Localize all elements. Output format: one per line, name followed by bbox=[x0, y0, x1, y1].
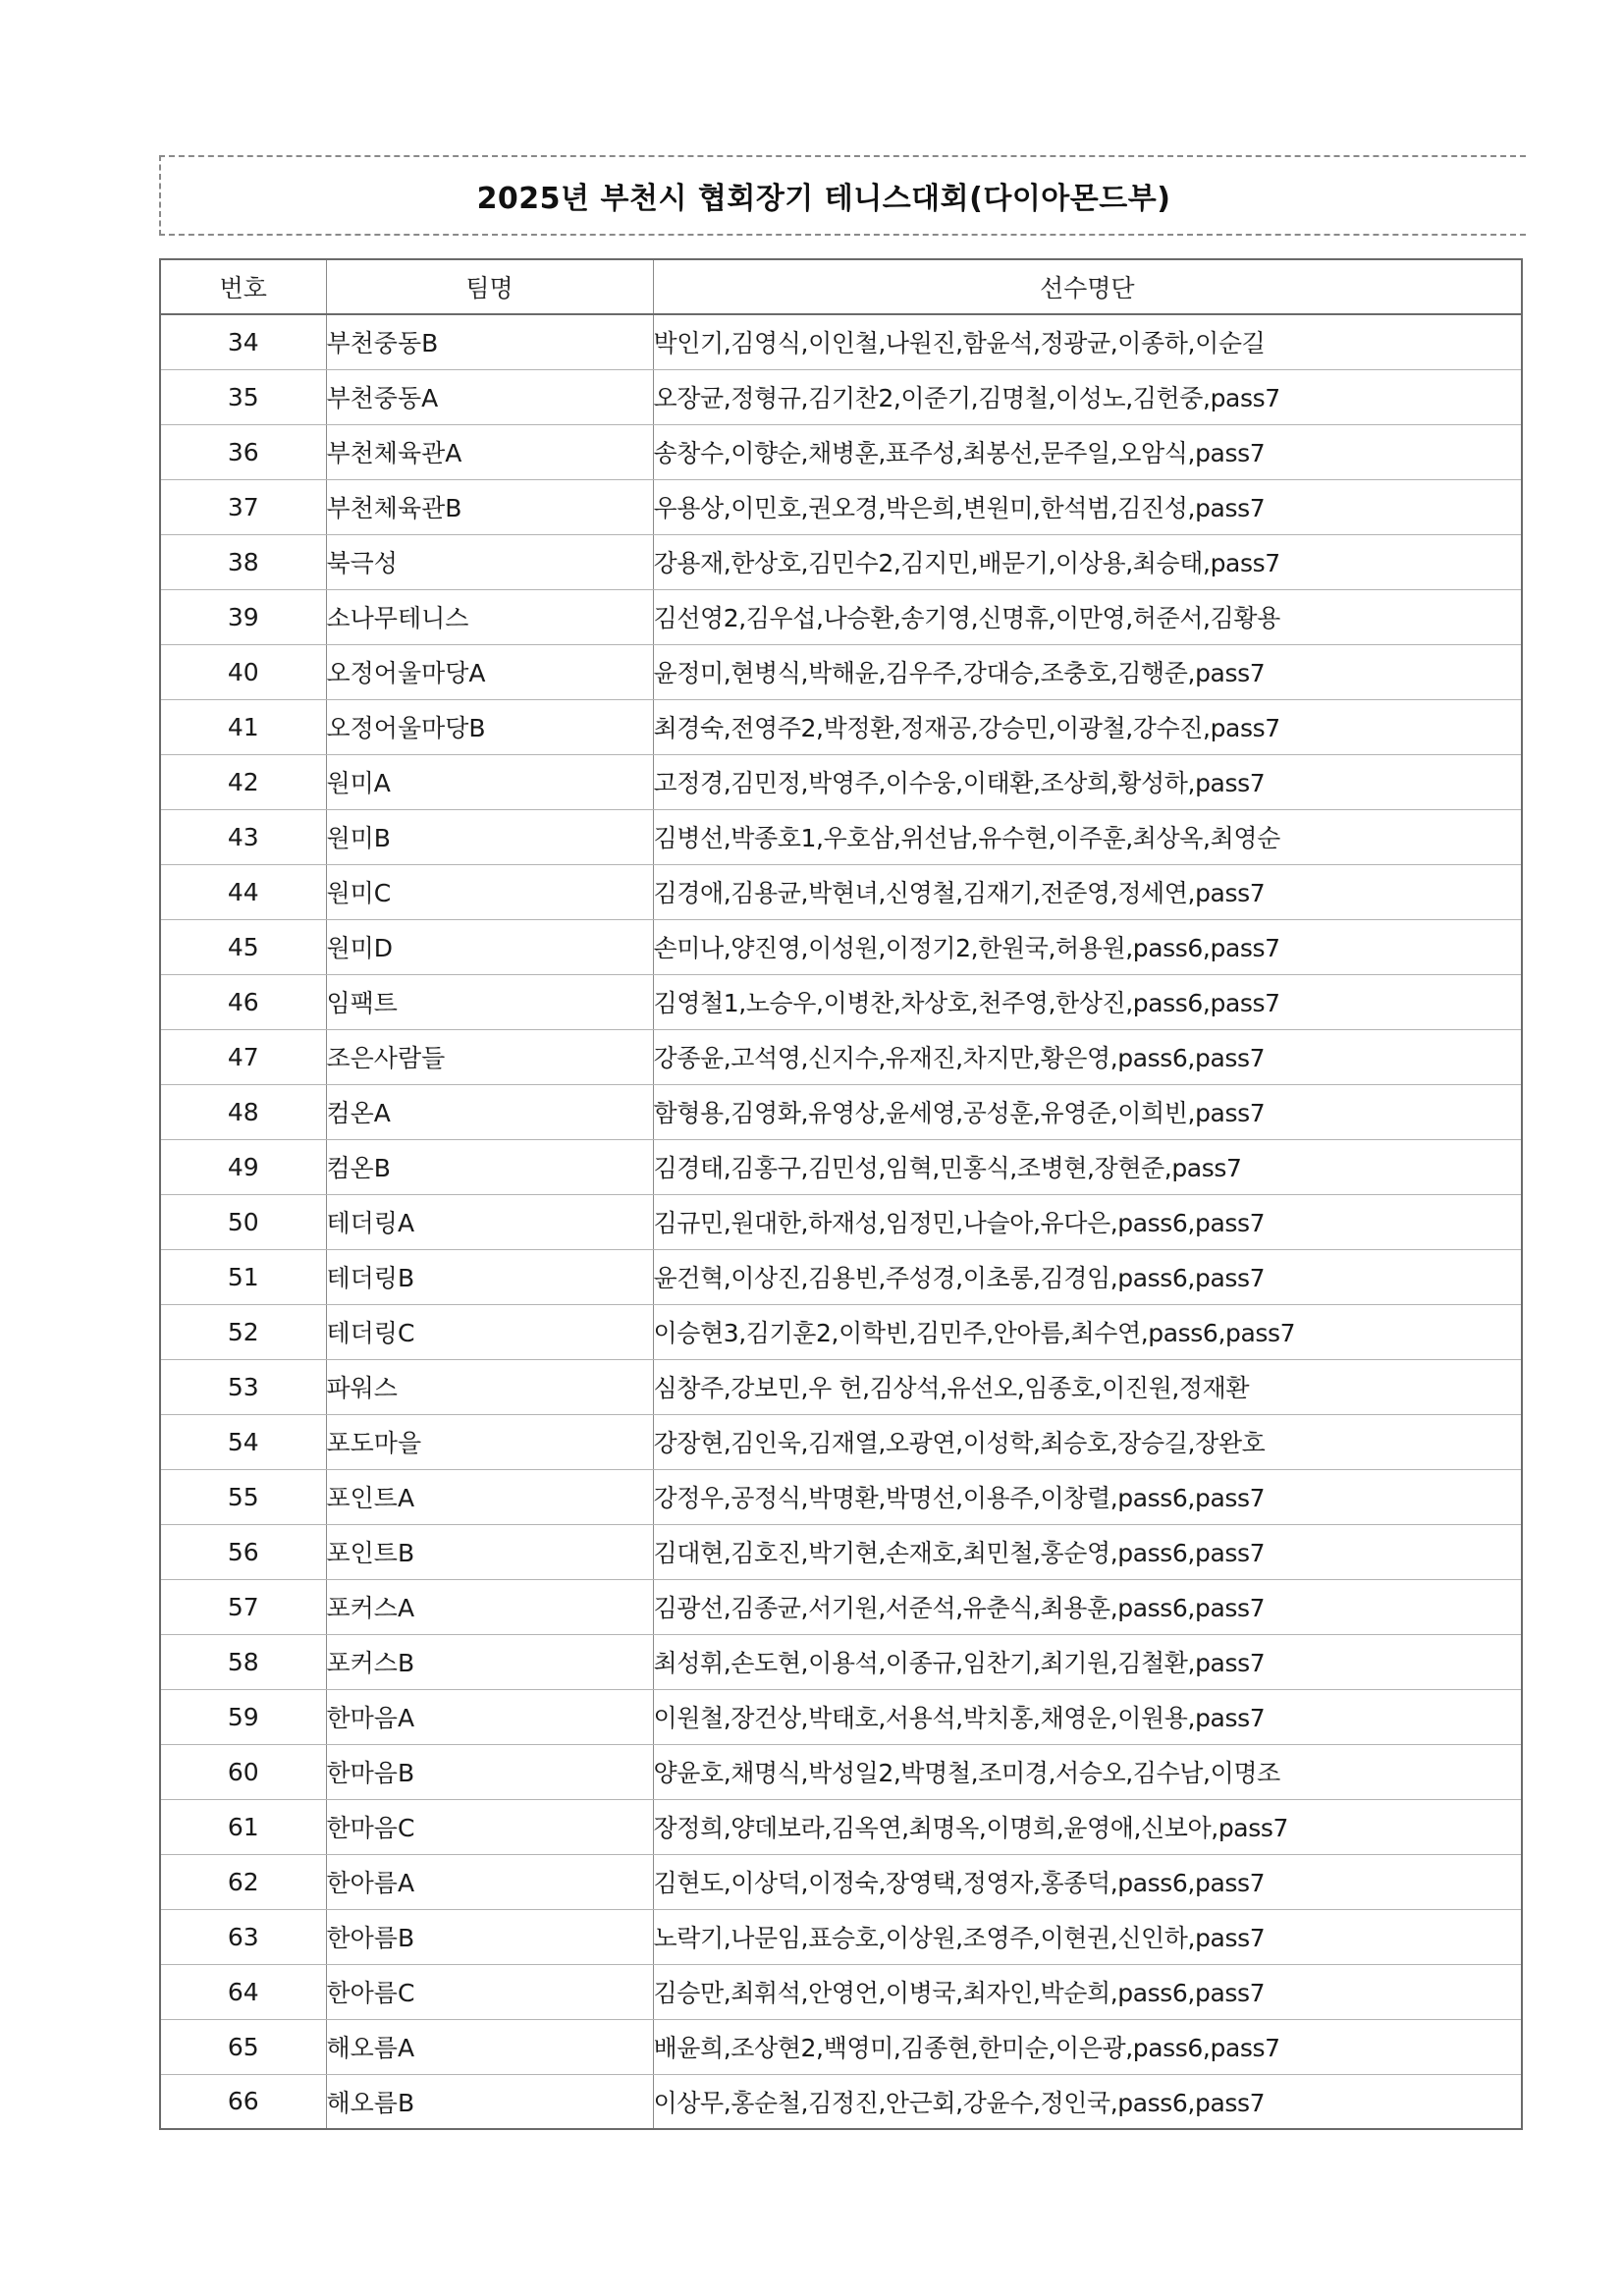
cell-number: 53 bbox=[160, 1359, 326, 1414]
cell-players: 김현도,이상덕,이정숙,장영택,정영자,홍종덕,pass6,pass7 bbox=[653, 1854, 1522, 1909]
cell-number: 66 bbox=[160, 2074, 326, 2129]
cell-team: 한마음A bbox=[326, 1689, 653, 1744]
cell-number: 62 bbox=[160, 1854, 326, 1909]
cell-players: 장정희,양데보라,김옥연,최명옥,이명희,윤영애,신보아,pass7 bbox=[653, 1799, 1522, 1854]
cell-number: 55 bbox=[160, 1469, 326, 1524]
cell-players: 송창수,이향순,채병훈,표주성,최봉선,문주일,오암식,pass7 bbox=[653, 424, 1522, 479]
table-row bbox=[160, 919, 1522, 974]
table-row bbox=[160, 1249, 1522, 1304]
cell-number: 34 bbox=[160, 314, 326, 369]
cell-team: 한아름C bbox=[326, 1964, 653, 2019]
cell-team: 테더링B bbox=[326, 1249, 653, 1304]
cell-number: 44 bbox=[160, 864, 326, 919]
cell-players: 노락기,나문임,표승호,이상원,조영주,이현권,신인하,pass7 bbox=[653, 1909, 1522, 1964]
table-row bbox=[160, 1689, 1522, 1744]
cell-players: 김영철1,노승우,이병찬,차상호,천주영,한상진,pass6,pass7 bbox=[653, 974, 1522, 1029]
cell-players: 이원철,장건상,박태호,서용석,박치홍,채영운,이원용,pass7 bbox=[653, 1689, 1522, 1744]
cell-players: 강종윤,고석영,신지수,유재진,차지만,황은영,pass6,pass7 bbox=[653, 1029, 1522, 1084]
cell-players: 강용재,한상호,김민수2,김지민,배문기,이상용,최승태,pass7 bbox=[653, 534, 1522, 589]
table-row bbox=[160, 1744, 1522, 1799]
cell-team: 포도마을 bbox=[326, 1414, 653, 1469]
cell-team: 원미B bbox=[326, 809, 653, 864]
table-row bbox=[160, 864, 1522, 919]
cell-number: 65 bbox=[160, 2019, 326, 2074]
cell-players: 손미나,양진영,이성원,이정기2,한원국,허용원,pass6,pass7 bbox=[653, 919, 1522, 974]
table-row bbox=[160, 369, 1522, 424]
cell-team: 한마음C bbox=[326, 1799, 653, 1854]
cell-team: 포커스B bbox=[326, 1634, 653, 1689]
cell-players: 배윤희,조상현2,백영미,김종현,한미순,이은광,pass6,pass7 bbox=[653, 2019, 1522, 2074]
table-row bbox=[160, 1029, 1522, 1084]
cell-players: 이상무,홍순철,김정진,안근회,강윤수,정인국,pass6,pass7 bbox=[653, 2074, 1522, 2129]
cell-players: 김경애,김용균,박현녀,신영철,김재기,전준영,정세연,pass7 bbox=[653, 864, 1522, 919]
cell-team: 해오름B bbox=[326, 2074, 653, 2129]
cell-players: 강정우,공정식,박명환,박명선,이용주,이창렬,pass6,pass7 bbox=[653, 1469, 1522, 1524]
header-players: 선수명단 bbox=[653, 259, 1522, 314]
cell-number: 37 bbox=[160, 479, 326, 534]
cell-number: 43 bbox=[160, 809, 326, 864]
cell-team: 해오름A bbox=[326, 2019, 653, 2074]
cell-players: 최성휘,손도현,이용석,이종규,임찬기,최기원,김철환,pass7 bbox=[653, 1634, 1522, 1689]
table-row bbox=[160, 1359, 1522, 1414]
cell-team: 오정어울마당B bbox=[326, 699, 653, 754]
document-title: 2025년 부천시 협회장기 테니스대회(다이아몬드부) bbox=[476, 182, 1171, 216]
table-row bbox=[160, 589, 1522, 644]
cell-team: 부천중동A bbox=[326, 369, 653, 424]
table-row bbox=[160, 699, 1522, 754]
cell-number: 58 bbox=[160, 1634, 326, 1689]
cell-players: 이승현3,김기훈2,이학빈,김민주,안아름,최수연,pass6,pass7 bbox=[653, 1304, 1522, 1359]
table-row bbox=[160, 1799, 1522, 1854]
cell-number: 50 bbox=[160, 1194, 326, 1249]
cell-team: 부천중동B bbox=[326, 314, 653, 369]
cell-players: 김병선,박종호1,우호삼,위선남,유수현,이주훈,최상옥,최영순 bbox=[653, 809, 1522, 864]
table-row bbox=[160, 974, 1522, 1029]
roster-table bbox=[159, 258, 1523, 2130]
cell-team: 조은사람들 bbox=[326, 1029, 653, 1084]
cell-number: 48 bbox=[160, 1084, 326, 1139]
cell-number: 64 bbox=[160, 1964, 326, 2019]
cell-number: 51 bbox=[160, 1249, 326, 1304]
cell-number: 38 bbox=[160, 534, 326, 589]
cell-number: 36 bbox=[160, 424, 326, 479]
cell-number: 52 bbox=[160, 1304, 326, 1359]
table-row bbox=[160, 1909, 1522, 1964]
cell-number: 63 bbox=[160, 1909, 326, 1964]
cell-players: 강장현,김인욱,김재열,오광연,이성학,최승호,장승길,장완호 bbox=[653, 1414, 1522, 1469]
cell-players: 김경태,김홍구,김민성,임혁,민홍식,조병현,장현준,pass7 bbox=[653, 1139, 1522, 1194]
cell-number: 59 bbox=[160, 1689, 326, 1744]
cell-number: 49 bbox=[160, 1139, 326, 1194]
cell-number: 35 bbox=[160, 369, 326, 424]
cell-players: 최경숙,전영주2,박정환,정재공,강승민,이광철,강수진,pass7 bbox=[653, 699, 1522, 754]
cell-number: 57 bbox=[160, 1579, 326, 1634]
roster-body bbox=[160, 314, 1522, 2129]
cell-team: 원미C bbox=[326, 864, 653, 919]
cell-number: 60 bbox=[160, 1744, 326, 1799]
cell-players: 윤정미,현병식,박해윤,김우주,강대승,조충호,김행준,pass7 bbox=[653, 644, 1522, 699]
header-number: 번호 bbox=[160, 259, 326, 314]
table-row bbox=[160, 644, 1522, 699]
table-row bbox=[160, 2019, 1522, 2074]
cell-players: 윤건혁,이상진,김용빈,주성경,이초롱,김경임,pass6,pass7 bbox=[653, 1249, 1522, 1304]
cell-number: 45 bbox=[160, 919, 326, 974]
cell-team: 한아름B bbox=[326, 1909, 653, 1964]
table-row bbox=[160, 1084, 1522, 1139]
cell-team: 오정어울마당A bbox=[326, 644, 653, 699]
cell-team: 포인트B bbox=[326, 1524, 653, 1579]
cell-team: 포인트A bbox=[326, 1469, 653, 1524]
cell-players: 김대현,김호진,박기현,손재호,최민철,홍순영,pass6,pass7 bbox=[653, 1524, 1522, 1579]
table-row bbox=[160, 1304, 1522, 1359]
cell-players: 심창주,강보민,우 헌,김상석,유선오,임종호,이진원,정재환 bbox=[653, 1359, 1522, 1414]
table-row bbox=[160, 1139, 1522, 1194]
cell-team: 북극성 bbox=[326, 534, 653, 589]
cell-team: 컴온A bbox=[326, 1084, 653, 1139]
cell-team: 테더링C bbox=[326, 1304, 653, 1359]
table-row bbox=[160, 534, 1522, 589]
table-row bbox=[160, 424, 1522, 479]
cell-team: 부천체육관A bbox=[326, 424, 653, 479]
cell-number: 61 bbox=[160, 1799, 326, 1854]
cell-players: 함형용,김영화,유영상,윤세영,공성훈,유영준,이희빈,pass7 bbox=[653, 1084, 1522, 1139]
cell-number: 56 bbox=[160, 1524, 326, 1579]
cell-number: 54 bbox=[160, 1414, 326, 1469]
cell-team: 소나무테니스 bbox=[326, 589, 653, 644]
cell-number: 46 bbox=[160, 974, 326, 1029]
table-row bbox=[160, 1634, 1522, 1689]
table-row bbox=[160, 1469, 1522, 1524]
cell-players: 박인기,김영식,이인철,나원진,함윤석,정광균,이종하,이순길 bbox=[653, 314, 1522, 369]
cell-players: 고정경,김민정,박영주,이수웅,이태환,조상희,황성하,pass7 bbox=[653, 754, 1522, 809]
cell-players: 우용상,이민호,권오경,박은희,변원미,한석범,김진성,pass7 bbox=[653, 479, 1522, 534]
cell-number: 41 bbox=[160, 699, 326, 754]
table-row bbox=[160, 809, 1522, 864]
table-row bbox=[160, 1854, 1522, 1909]
cell-team: 부천체육관B bbox=[326, 479, 653, 534]
table-row bbox=[160, 2074, 1522, 2129]
cell-team: 원미A bbox=[326, 754, 653, 809]
cell-players: 김규민,원대한,하재성,임정민,나슬아,유다은,pass6,pass7 bbox=[653, 1194, 1522, 1249]
cell-team: 테더링A bbox=[326, 1194, 653, 1249]
title-box bbox=[159, 155, 1526, 236]
cell-number: 40 bbox=[160, 644, 326, 699]
cell-players: 김광선,김종균,서기원,서준석,유춘식,최용훈,pass6,pass7 bbox=[653, 1579, 1522, 1634]
table-header-row bbox=[160, 259, 1522, 314]
cell-players: 오장균,정형규,김기찬2,이준기,김명철,이성노,김헌중,pass7 bbox=[653, 369, 1522, 424]
cell-team: 한마음B bbox=[326, 1744, 653, 1799]
cell-team: 임팩트 bbox=[326, 974, 653, 1029]
table-row bbox=[160, 479, 1522, 534]
table-row bbox=[160, 1414, 1522, 1469]
cell-team: 포커스A bbox=[326, 1579, 653, 1634]
table-row bbox=[160, 314, 1522, 369]
header-team: 팀명 bbox=[326, 259, 653, 314]
cell-team: 원미D bbox=[326, 919, 653, 974]
table-row bbox=[160, 1524, 1522, 1579]
cell-players: 양윤호,채명식,박성일2,박명철,조미경,서승오,김수남,이명조 bbox=[653, 1744, 1522, 1799]
table-row bbox=[160, 754, 1522, 809]
cell-team: 한아름A bbox=[326, 1854, 653, 1909]
cell-number: 39 bbox=[160, 589, 326, 644]
cell-number: 47 bbox=[160, 1029, 326, 1084]
cell-team: 컴온B bbox=[326, 1139, 653, 1194]
cell-team: 파워스 bbox=[326, 1359, 653, 1414]
table-row bbox=[160, 1579, 1522, 1634]
table-row bbox=[160, 1194, 1522, 1249]
cell-number: 42 bbox=[160, 754, 326, 809]
cell-players: 김승만,최휘석,안영언,이병국,최자인,박순희,pass6,pass7 bbox=[653, 1964, 1522, 2019]
table-row bbox=[160, 1964, 1522, 2019]
cell-players: 김선영2,김우섭,나승환,송기영,신명휴,이만영,허준서,김황용 bbox=[653, 589, 1522, 644]
